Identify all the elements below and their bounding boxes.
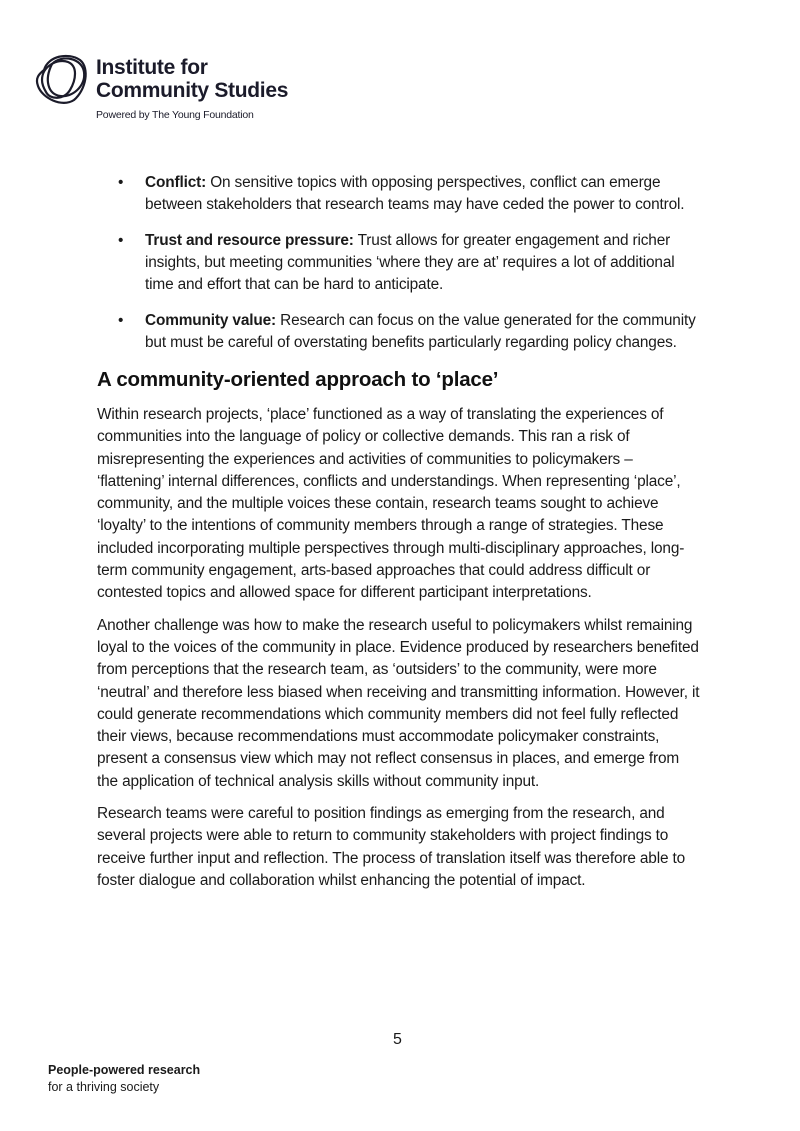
org-name-line2: Community Studies [96, 79, 289, 102]
list-item [97, 172, 702, 216]
body-paragraph: Another challenge was how to make the research useful to policymakers whilst remaining loyal to the voices of the community in place. Evidence produced by researchers benefited from perceptions that the research team, as ‘outsiders’ to the community, were more ‘neutral’ and therefore less biased when receiving and transmitting information. However, it could generate recommendations which community members did not feel fully reflected their views, because recommendations must accommodate policymaker constraints, present a consensus view which may not reflect consensus in places, and emerge from the application of technical analysis skills without community input. [97, 616, 700, 790]
page-body [97, 172, 702, 902]
org-name-line1: Institute for [96, 56, 208, 79]
interlocking-loops-logo-icon [34, 50, 92, 106]
page-number: 5 [393, 1031, 402, 1048]
list-item-text: Research can focus on the value generated for the community but must be careful of overstating benefits particularly regarding policy changes. [145, 312, 696, 351]
body-paragraph: Within research projects, ‘place’ functioned as a way of translating the experiences of communities into the language of policy or collective demands. This ran a risk of misrepresenting the experiences and activities of communities to policymakers – ‘flattening’ internal differences, conflicts and understandings. When representing ‘place’, community, and the multiple voices these contain, research teams sought to achieve ‘loyalty’ to the intentions of community members through a range of strategies. These included incorporating multiple perspectives through multi-disciplinary approaches, long-term community engagement, arts-based approaches that could address difficult or contested topics and allowed space for different participant interpretations. [97, 406, 685, 602]
bullet-icon: • [118, 174, 124, 191]
list-item-term: Community value: [145, 312, 277, 329]
list-item-term: Trust and resource pressure: [145, 232, 354, 249]
section-heading: A community-oriented approach to ‘place’ [97, 368, 499, 391]
list-item [97, 230, 702, 296]
list-item-term: Conflict: [145, 174, 207, 191]
list-item-text: On sensitive topics with opposing perspectives, conflict can emerge between stakeholders that research teams may have ceded the power to control. [145, 174, 685, 213]
footer-line2: for a thriving society [48, 1080, 160, 1094]
list-item-text: Trust allows for greater engagement and richer insights, but meeting communities ‘where they are at’ requires a lot of additional time and effort that can be hard to anticipate. [145, 232, 675, 293]
footer-line1: People-powered research [48, 1063, 201, 1077]
org-logo [34, 50, 289, 121]
challenges-list [97, 172, 702, 354]
bullet-icon: • [118, 232, 124, 249]
org-tagline: Powered by The Young Foundation [96, 109, 254, 121]
bullet-icon: • [118, 312, 124, 329]
footer-slogan [48, 1062, 200, 1096]
body-paragraph: Research teams were careful to position findings as emerging from the research, and several projects were able to return to community stakeholders with project findings to receive further input and reflection. The process of translation itself was therefore able to foster dialogue and collaboration whilst enhancing the potential of impact. [97, 805, 686, 889]
list-item [97, 310, 702, 354]
